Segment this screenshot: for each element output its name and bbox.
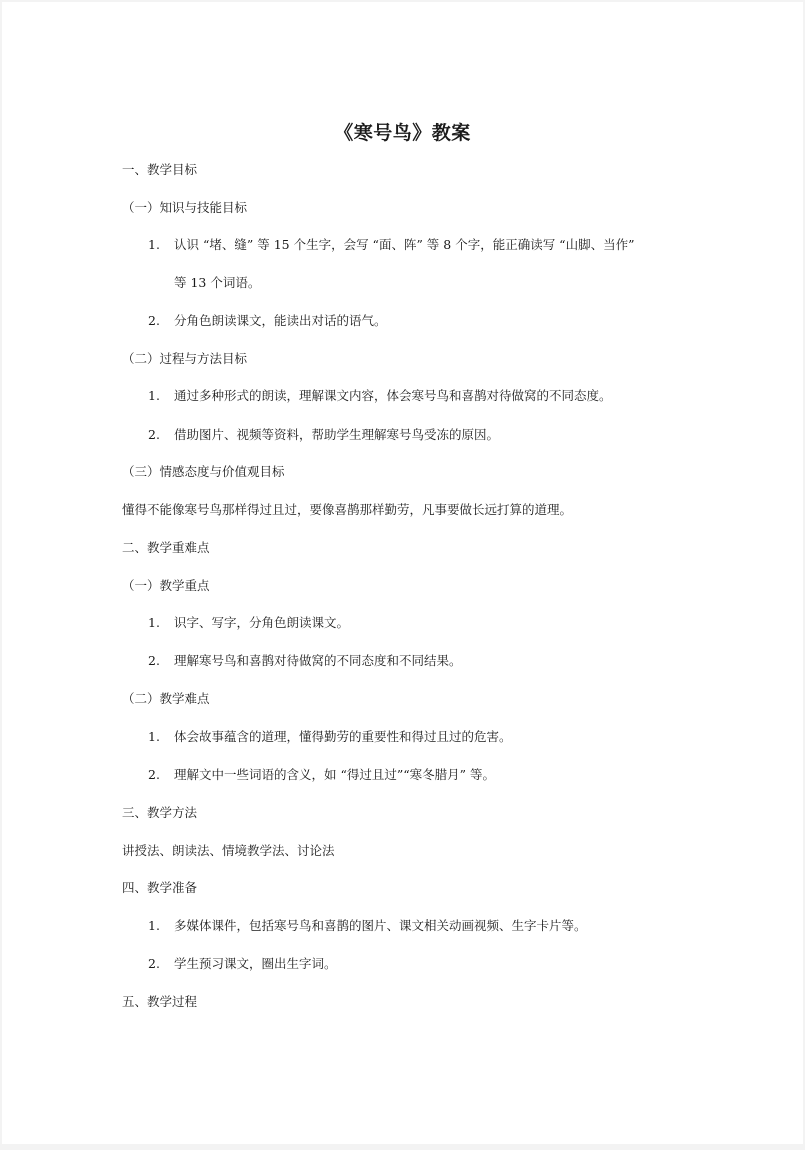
list-item-number: 2. bbox=[148, 653, 160, 668]
list-item-text: 通过多种形式的朗读，理解课文内容，体会寒号鸟和喜鹊对待做窝的不同态度。 bbox=[174, 388, 612, 403]
document-title: 《寒号鸟》教案 bbox=[334, 122, 471, 144]
document-page bbox=[2, 2, 803, 1144]
list-item-number: 1. bbox=[148, 729, 160, 744]
list-item-text: 分角色朗读课文，能读出对话的语气。 bbox=[174, 313, 387, 328]
list-item-number: 1. bbox=[148, 615, 160, 630]
list-item-text: 借助图片、视频等资料，帮助学生理解寒号鸟受冻的原因。 bbox=[174, 427, 500, 442]
list-item bbox=[148, 729, 512, 745]
list-item bbox=[148, 313, 387, 329]
list-item-text: 学生预习课文，圈出生字词。 bbox=[174, 956, 337, 971]
list-item-text: 体会故事蕴含的道理，懂得勤劳的重要性和得过且过的危害。 bbox=[174, 729, 512, 744]
section-heading-objectives: 一、教学目标 bbox=[122, 162, 198, 177]
list-item-number: 1. bbox=[148, 388, 160, 403]
list-item-text: 识字、写字，分角色朗读课文。 bbox=[174, 615, 350, 630]
list-item-text: 认识 “堵、缝” 等 15 个生字，会写 “面、阵” 等 8 个字，能正确读写 “山脚、当作” bbox=[174, 237, 635, 252]
list-item bbox=[148, 956, 337, 972]
section-heading-process: 五、教学过程 bbox=[122, 994, 198, 1009]
section-heading-preparation: 四、教学准备 bbox=[122, 880, 198, 895]
list-item bbox=[148, 767, 495, 783]
list-item-text: 理解寒号鸟和喜鹊对待做窝的不同态度和不同结果。 bbox=[174, 653, 462, 668]
list-item-number: 1. bbox=[148, 237, 160, 252]
list-item-continuation: 等 13 个词语。 bbox=[174, 275, 261, 290]
list-item-text: 理解文中一些词语的含义，如 “得过且过”“寒冬腊月” 等。 bbox=[174, 767, 496, 782]
subheading-process-methods: （二）过程与方法目标 bbox=[122, 351, 248, 366]
subheading-difficulties: （二）教学难点 bbox=[122, 691, 210, 706]
list-item bbox=[148, 918, 587, 934]
list-item-number: 2. bbox=[148, 956, 160, 971]
list-item-number: 2. bbox=[148, 767, 160, 782]
paragraph-methods: 讲授法、朗读法、情境教学法、讨论法 bbox=[122, 843, 335, 858]
list-item-number: 1. bbox=[148, 918, 160, 933]
list-item bbox=[148, 388, 612, 404]
list-item bbox=[148, 427, 499, 443]
subheading-key-focus: （一）教学重点 bbox=[122, 578, 210, 593]
subheading-knowledge-skills: （一）知识与技能目标 bbox=[122, 200, 248, 215]
section-heading-methods: 三、教学方法 bbox=[122, 805, 198, 820]
section-heading-key-points: 二、教学重难点 bbox=[122, 540, 210, 555]
subheading-emotion-values: （三）情感态度与价值观目标 bbox=[122, 464, 285, 479]
list-item-text: 多媒体课件，包括寒号鸟和喜鹊的图片、课文相关动画视频、生字卡片等。 bbox=[174, 918, 587, 933]
list-item-number: 2. bbox=[148, 427, 160, 442]
list-item bbox=[148, 615, 349, 631]
list-item bbox=[148, 653, 462, 669]
paragraph-values: 懂得不能像寒号鸟那样得过且过，要像喜鹊那样勤劳，凡事要做长远打算的道理。 bbox=[122, 502, 573, 517]
list-item bbox=[148, 237, 634, 253]
list-item-number: 2. bbox=[148, 313, 160, 328]
